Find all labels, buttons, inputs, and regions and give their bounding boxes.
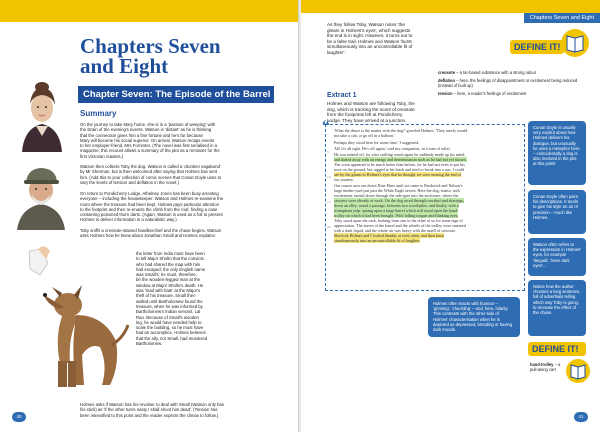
define-it-badge-2: DEFINE IT! (528, 342, 586, 356)
book-icon (560, 26, 590, 60)
page-number-right: 41 (574, 412, 588, 422)
summary-paragraph-1: On the journey to take Mary home, she is in a 'passion of weeping' with the strain of the evening's events. Watson is 'distant' as he is thinking that the connection gives him a fine fortune and he's far because Mary will become his social superior. On arrival, Watson recaps events to her employer-friend, Mrs Forrester. (The novel was first serialised in a magazine; this recount allows a summary of the plot as a reminder for the first Victorian readers.) (80, 122, 220, 159)
extract-line: The scent appeared to be much hotter than before, for he had not even to put his (334, 162, 465, 167)
extract-line: Our course now ran down Nine Elms until we came to Broderick and Nelson's (334, 183, 463, 188)
dog-sniffing-illustration (24, 245, 132, 400)
extract-line: Perhaps they stood here for some time,' I suggested. (334, 140, 420, 145)
quote-mark-icon: “ (322, 118, 330, 135)
extract-line: Toby stood upon the cask, looking from one to the other of us for some sign of (334, 218, 463, 223)
extract-line-highlighted: trolley on which it had been brought. With lolling tongue and blinking eyes, (334, 213, 459, 218)
extract-line-highlighted: triumphant yelp, sprang upon a large barrel which still stood upon the hand- (334, 208, 459, 213)
extract-line-highlighted: sawyers were already at work. On the dog raced through sawdust and shavings, (334, 198, 465, 203)
man-portrait-illustration (12, 160, 70, 230)
extract-heading: Extract 1 (327, 92, 357, 99)
summary-paragraph-4: Toby sniffs a creosote-stained handkerchief and the chase begins. Watson asks Holmes how he knew about Jonathan Small and Holmes explains: (80, 228, 222, 239)
extract-line: our journey. (334, 177, 354, 182)
wrapped-explanation: the letter from India must have been to tell Major Sholto that the convicts who had shared the map with him had escaped; the only English name was Small's; he must, therefore, be the wooden-legged man at the window at Major Sholto's death. He was 'mad with hate' at the Major's theft of his treasure. Small then walled until Bartholomew found the treasure, when he was informed by Bartholomew's Indian servant, Lal Rao. Because of Small's wooden leg, he would have needed help to scale the building, so he must have had an accomplice. Holmes believes that the ally, not Small, had murdered Bartholomew. (136, 251, 208, 347)
chapter-header-tab: Chapters Seven and Eight (524, 13, 600, 23)
book-icon-2 (565, 356, 591, 386)
chapter-subheading: Chapter Seven: The Episode of the Barrel (78, 86, 274, 103)
extract-line: with a dark liquid, and the whole air was heavy with the smell of creosote. (334, 228, 456, 233)
yellow-header-bar-right (301, 0, 600, 13)
page-number-left: 40 (12, 412, 26, 422)
left-page (0, 0, 299, 432)
define-it-badge: DEFINE IT! (510, 40, 564, 54)
side-note-pairs: Conan Doyle often pairs his descriptions. It tends to give his style an air of precision – much like Holmes. (528, 190, 586, 234)
title-line-2: and Eight (80, 54, 169, 78)
line-number: 5 (327, 150, 329, 154)
extract-line: excitement, turned down through the side-gate into the enclosure, where the (334, 193, 459, 198)
title-line-1: Chapters Seven (80, 34, 221, 58)
right-intro: As they follow Toby, Watson notes 'the gleam in Holmes's eyes', which suggests the end is in sight. However, it turns out to be a false trail. Holmes and Watson 'burst simultaneously into an uncontrollable fit of laughter'. (327, 22, 413, 55)
line-number: 10 (327, 175, 331, 179)
note-humour: Holmes often reacts with humour – 'grinning', 'chuckling' – and, here, hilarity. This contrasts with the other side of Holmes' characterisation when he is depicted as depressed, brooding or having dark moods. (428, 297, 520, 337)
extract-line-highlighted: and darted away with an energy and determination such as he had not yet shown. (334, 157, 467, 162)
extract-line: appreciation. The staves of the barrel and the wheels of the trolley were smeared (334, 223, 466, 228)
extract-line-highlighted: see by the gleam in Holmes's eyes that he thought we were nearing the end of (334, 172, 462, 177)
extract-line: Ah! it's all right. He's off again,' said my companion, in a tone of relief. (334, 146, 451, 151)
line-number: 15 (327, 200, 331, 204)
side-note-eyes: Watson often refers to the expression in Holmes' eyes, for example 'languid', 'keen dark eyes'... (528, 238, 586, 276)
side-note-long-sentence: Notice how the author chooses a long sentence, full of adverbials telling which way Toby is going, to recreate the effect of the chase. (528, 280, 586, 336)
extract-line: nose on the ground, but tugged at his leash and tried to break into a run. I could (334, 167, 464, 172)
summary-paragraph-2: Watson then collects Toby the dog. Watson is called a 'drunken vagabond' by Mr Sherman, but is then welcomed after saying that Holmes has sent him. (Add this to your collection of comic scenes that Conan Doyle uses to vary the levels of tension and deflation in the novel.) (80, 164, 222, 185)
page-title (80, 36, 221, 76)
extract-intro: Holmes and Watson are following Toby, the dog, which is tracking the scent of creosote from the footprints left at Pondicherry Lodge. They have arrived at a junction. (327, 101, 415, 123)
side-note-metaphor: Conan Doyle is usually very explicit about how Holmes delivers his dialogue, but unusually he uses a metaphor here – coincidentally a dog is also involved in the plot at this point! (528, 121, 586, 185)
closing-paragraph: Holmes asks if Watson has his revolver to deal with Small (Watson only has his stick) as 'if the other turns nasty I shall shoot him dead'. (Tension has been intensified to this point and the reader expects the climax to follow.) (80, 402, 224, 418)
extract-line: 'What the deuce is the matter with the dog?' growled Holmes. 'They surely would (334, 128, 468, 133)
extract-line: not take a cab, or go off in a balloon.' (334, 133, 396, 138)
extract-line-highlighted: Sherlock Holmes and I looked blankly at each other, and then burst (334, 233, 445, 238)
summary-paragraph-3: On return to Pondicherry Lodge, Athelney Jones has been busy arresting everyone – including the housekeeper. Watson and Holmes re-examine the room where the treasure had been kept. Holmes pays particular attention to the footprint and then re-enacts the climb from the roof, finding a case containing poisoned thorn darts. (Again, Watson is used as a foil to present Holmes to deliver information in a naturalistic way.) (80, 191, 224, 223)
extract-line: large timber-yard just past the White Eagle tavern. Here the dog, frantic with (334, 188, 460, 193)
definition-list: creosote – a tar-based substance with a strong odour deflation – here, the feelings of disappointment or excitement being reduced (instead of built up) tension – here, a reader's feelings of excitement (438, 70, 578, 96)
summary-heading: Summary (80, 109, 117, 118)
extract-line-highlighted: simultaneously into an uncontrollable fit of laughter. (334, 238, 421, 243)
extract-line: He was indeed off, for after sniffing round again he suddenly made up his mind, (334, 152, 466, 157)
line-number: 20 (327, 225, 331, 229)
yellow-header-bar (0, 0, 299, 22)
definition-hand-trolley: hand-trolley – a pull-along cart (530, 362, 561, 372)
mary-portrait-illustration (14, 78, 70, 152)
extract-line-highlighted: down an alley, round a passage, between two wood-piles, and finally, with a (334, 203, 459, 208)
